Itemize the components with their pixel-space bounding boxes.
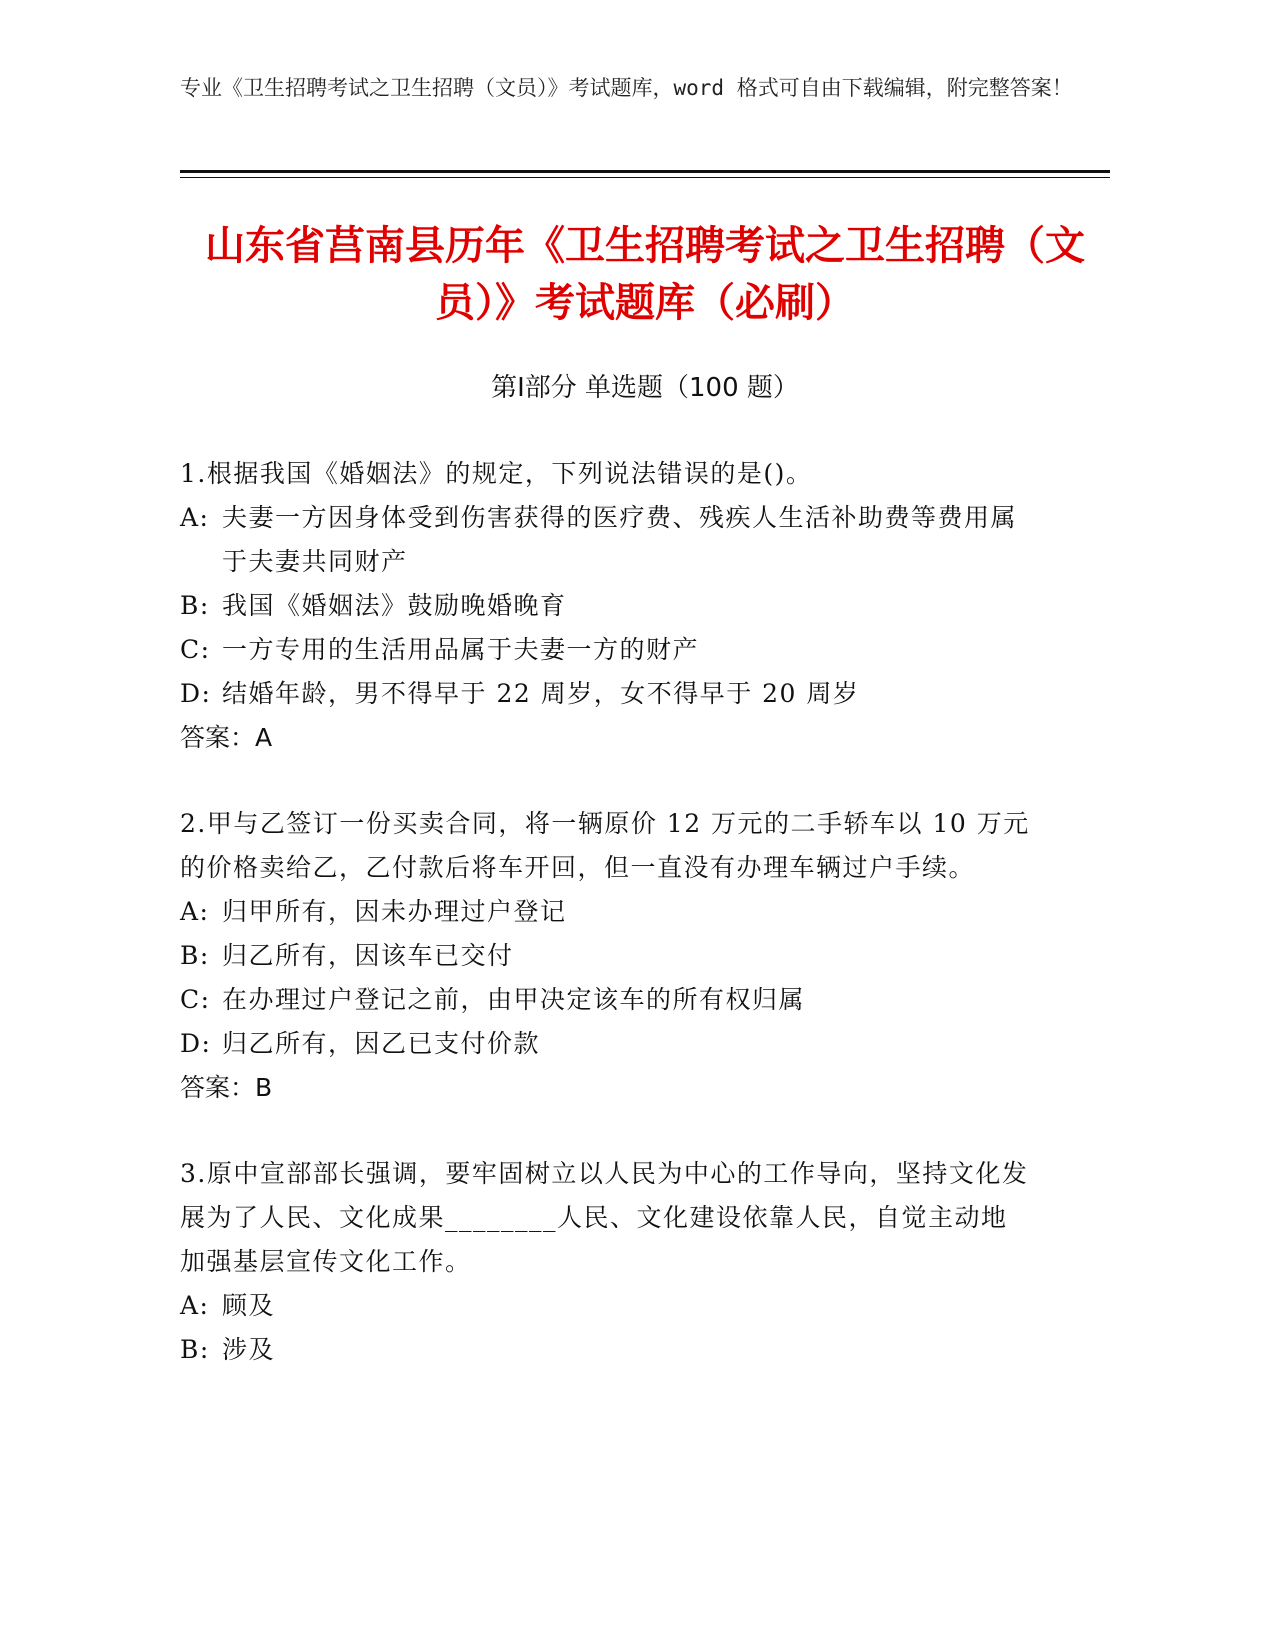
question-stem: 1.根据我国《婚姻法》的规定，下列说法错误的是()。	[180, 459, 813, 488]
option-letter: D:	[180, 1029, 212, 1058]
option-text: 涉及	[222, 1335, 276, 1364]
option-text: 夫妻一方因身体受到伤害获得的医疗费、残疾人生活补助费等费用属于夫妻共同财产	[222, 503, 1018, 576]
option-text: 归乙所有，因乙已支付价款	[222, 1029, 541, 1058]
option-letter: A:	[180, 897, 210, 926]
header-divider-thin	[180, 177, 1110, 178]
question-1	[180, 452, 1030, 760]
option-text: 在办理过户登记之前，由甲决定该车的所有权归属	[222, 985, 806, 1014]
option-text: 归甲所有，因未办理过户登记	[222, 897, 567, 926]
option-letter: D:	[180, 679, 212, 708]
question-2	[180, 802, 1030, 1110]
option-c	[180, 628, 1030, 672]
option-text: 归乙所有，因该车已交付	[222, 941, 514, 970]
option-letter: B:	[180, 941, 210, 970]
option-b	[180, 1328, 1030, 1372]
option-letter: A:	[180, 503, 210, 532]
option-c	[180, 978, 1030, 1022]
option-a	[180, 890, 1030, 934]
header-note: 专业《卫生招聘考试之卫生招聘（文员）》考试题库，word 格式可自由下载编辑，附完整答案！	[180, 76, 1073, 100]
question-stem: 3.原中宣部部长强调，要牢固树立以人民为中心的工作导向，坚持文化发展为了人民、文化成果________人民、文化建设依靠人民，自觉主动地加强基层宣传文化工作。	[180, 1159, 1029, 1276]
option-a	[180, 1284, 1030, 1328]
option-letter: C:	[180, 635, 211, 664]
option-text: 顾及	[222, 1291, 276, 1320]
header-divider-thick	[180, 170, 1110, 173]
question-list	[180, 452, 1030, 1414]
option-text: 结婚年龄，男不得早于 22 周岁，女不得早于 20 周岁	[222, 679, 860, 708]
option-text: 一方专用的生活用品属于夫妻一方的财产	[222, 635, 700, 664]
question-3	[180, 1152, 1030, 1372]
option-d	[180, 672, 1030, 716]
option-letter: A:	[180, 1291, 210, 1320]
option-letter: B:	[180, 591, 210, 620]
option-d	[180, 1022, 1030, 1066]
answer-line: 答案：B	[180, 1073, 273, 1102]
option-b	[180, 934, 1030, 978]
option-a	[180, 496, 1030, 584]
document-title: 山东省莒南县历年《卫生招聘考试之卫生招聘（文员）》考试题库（必刷）	[205, 223, 1085, 326]
option-b	[180, 584, 1030, 628]
section-heading: 第Ⅰ部分 单选题（100 题）	[491, 373, 799, 403]
question-stem: 2.甲与乙签订一份买卖合同，将一辆原价 12 万元的二手轿车以 10 万元的价格卖给乙，乙付款后将车开回，但一直没有办理车辆过户手续。	[180, 809, 1030, 882]
option-text: 我国《婚姻法》鼓励晚婚晚育	[222, 591, 567, 620]
option-letter: B:	[180, 1335, 210, 1364]
answer-line: 答案：A	[180, 723, 273, 752]
option-letter: C:	[180, 985, 211, 1014]
